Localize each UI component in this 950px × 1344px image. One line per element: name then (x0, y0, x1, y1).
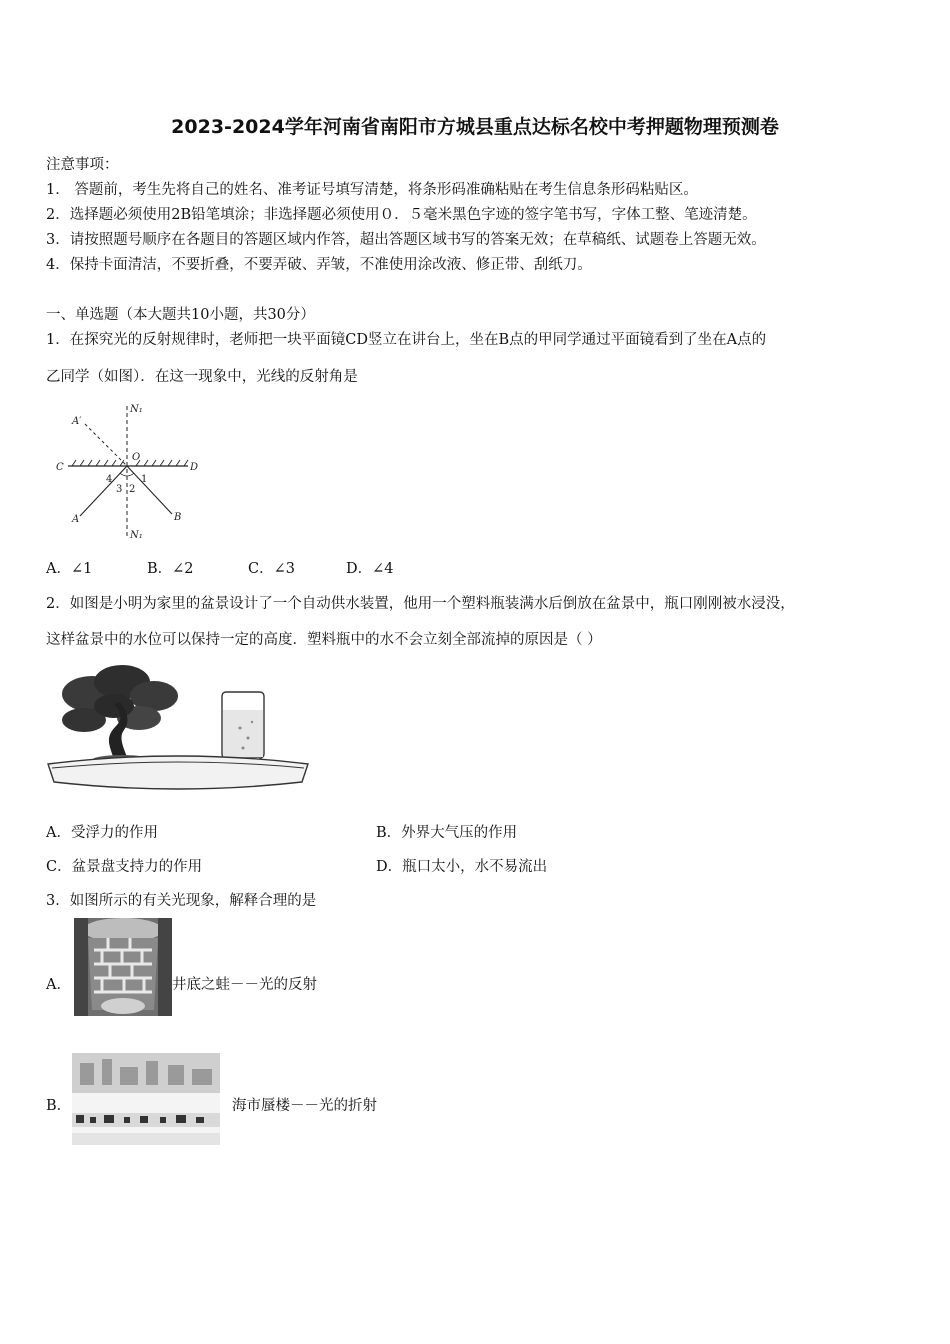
label-angle-1: 1 (141, 474, 148, 485)
q1-option-d[interactable]: D．∠4 (346, 561, 394, 577)
q1-option-a[interactable]: A．∠1 (46, 561, 93, 577)
q1-option-b[interactable]: B．∠2 (147, 561, 194, 577)
label-angle-3: 3 (116, 484, 123, 495)
q1-option-c[interactable]: C．∠3 (248, 561, 295, 577)
q2-stem-line2: 这样盆景中的水位可以保持一定的高度．塑料瓶中的水不会立刻全部流掉的原因是（ ） (46, 632, 602, 648)
q3-option-a-label[interactable]: A． (46, 977, 71, 993)
q2-stem-line1: 2．如图是小明为家里的盆景设计了一个自动供水装置，他用一个塑料瓶装满水后倒放在盆景中，瓶口刚刚被水浸没， (46, 596, 795, 612)
mirror-line (68, 460, 188, 466)
section-heading: 一、单选题（本大题共10小题，共30分） (46, 307, 315, 323)
notice-item-2: 2．选择题必须使用2B铅笔填涂；非选择题必须使用０．５毫米黑色字迹的签字笔书写，字体工整、笔迹清楚。 (46, 207, 757, 223)
tray (48, 756, 308, 789)
label-b: B (174, 512, 182, 523)
label-o: O (132, 452, 141, 463)
q2-option-c[interactable]: C．盆景盘支持力的作用 (46, 859, 203, 875)
label-a-prime: A′ (72, 416, 82, 427)
notice-heading: 注意事项： (46, 157, 119, 173)
notice-item-3: 3．请按照题号顺序在各题目的答题区域内作答，超出答题区域书写的答案无效；在草稿纸、试题卷上答题无效。 (46, 232, 766, 248)
label-n1-bottom: N₁ (130, 530, 143, 541)
q3-stem: 3．如图所示的有关光现象，解释合理的是 (46, 893, 317, 909)
page-title: 2023-2024学年河南省南阳市方城县重点达标名校中考押题物理预测卷 (171, 116, 779, 138)
reflection-diagram (50, 398, 210, 548)
label-angle-2: 2 (129, 484, 136, 495)
q3-option-b-label[interactable]: B． (46, 1098, 72, 1114)
mirage-image (72, 1053, 220, 1145)
label-a: A (72, 514, 80, 525)
label-angle-4: 4 (106, 474, 113, 485)
label-c: C (56, 462, 64, 473)
q2-option-a[interactable]: A．受浮力的作用 (46, 825, 158, 841)
label-d: D (190, 462, 199, 473)
bonsai-water-device-figure (44, 656, 312, 794)
q1-stem-line2: 乙同学（如图）．在这一现象中，光线的反射角是 (46, 369, 358, 385)
virtual-ray (85, 424, 127, 466)
q3-option-b-text: 海市蜃楼－－光的折射 (232, 1098, 377, 1114)
q2-option-b[interactable]: B．外界大气压的作用 (376, 825, 518, 841)
label-n1-top: N₁ (130, 404, 143, 415)
q3-option-a-text: 井底之蛙－－光的反射 (172, 977, 317, 993)
q2-option-d[interactable]: D．瓶口太小，水不易流出 (376, 859, 548, 875)
q1-stem-line1: 1．在探究光的反射规律时，老师把一块平面镜CD竖立在讲台上，坐在B点的甲同学通过平面镜看到了坐在A点的 (46, 332, 767, 348)
well-frog-image (74, 918, 172, 1016)
bonsai-tree (62, 665, 178, 765)
notice-item-4: 4．保持卡面清洁，不要折叠，不要弄破、弄皱，不准使用涂改液、修正带、刮纸刀。 (46, 257, 592, 273)
notice-item-1: 1． 答题前，考生先将自己的姓名、准考证号填写清楚，将条形码准确粘贴在考生信息条形码粘贴区。 (46, 182, 698, 198)
